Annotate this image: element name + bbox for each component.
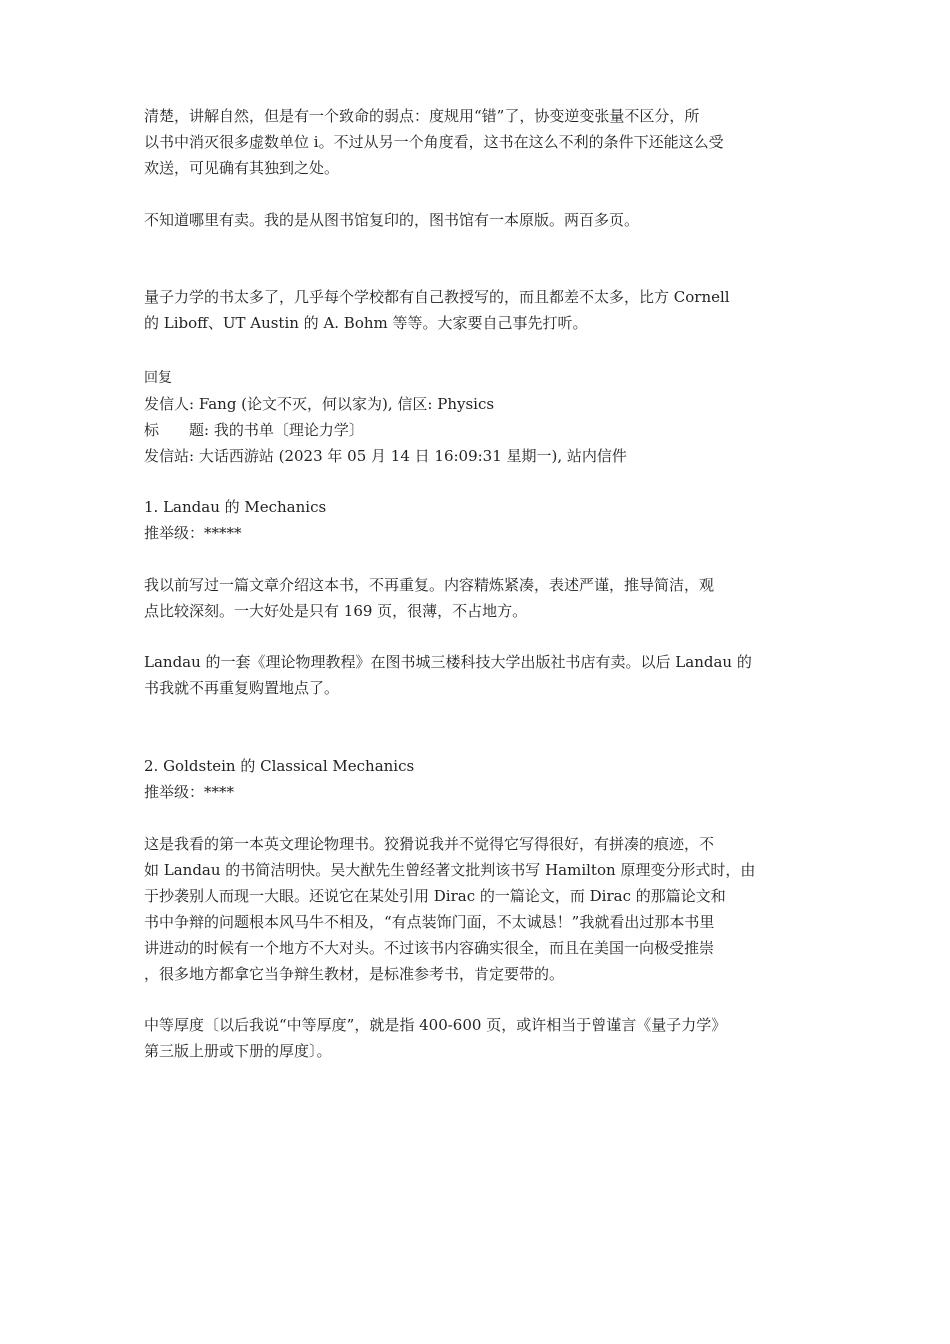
book-2-thickness-note [144, 1012, 804, 1064]
book-1-purchase [144, 649, 804, 701]
text-line: 我以前写过一篇文章介绍这本书，不再重复。内容精炼紧凑，表述严谨，推导简洁，观 [144, 576, 715, 594]
text-line: 不知道哪里有卖。我的是从图书馆复印的，图书馆有一本原版。两百多页。 [144, 211, 640, 229]
text-line: 欢送，可见确有其独到之处。 [144, 159, 340, 177]
text-line: 量子力学的书太多了，几乎每个学校都有自己教授写的，而且都差不太多，比方 Cornell [144, 288, 730, 306]
book-2-heading [144, 753, 804, 805]
text-line: 于抄袭别人而现一大眼。还说它在某处引用 Dirac 的一篇论文，而 Dirac 的那篇论文和 [144, 887, 726, 905]
text-line: 如 Landau 的书简洁明快。吴大猷先生曾经著文批判该书写 Hamilton 原理变分形式时，由 [144, 861, 756, 879]
availability-paragraph [144, 207, 804, 233]
text-line: 书我就不再重复购置地点了。 [144, 679, 340, 697]
text-line: 第三版上册或下册的厚度〕。 [144, 1042, 332, 1060]
book-rating: 推举级：***** [144, 524, 242, 542]
intro-paragraph [144, 103, 804, 181]
book-1-review [144, 572, 804, 624]
text-line: 清楚，讲解自然，但是有一个致命的弱点：度规用“错”了，协变逆变张量不区分，所 [144, 107, 700, 125]
book-2-review [144, 831, 804, 987]
text-line: 以书中消灭很多虚数单位 i。不过从另一个角度看，这书在这么不利的条件下还能这么受 [144, 133, 724, 151]
book-title: 2. Goldstein 的 Classical Mechanics [144, 757, 415, 775]
text-line: 中等厚度〔以后我说“中等厚度”，就是指 400-600 页，或许相当于曾谨言《量子力学》 [144, 1016, 727, 1034]
reply-sender: 发信人: Fang (论文不灭，何以家为), 信区: Physics [144, 395, 495, 413]
book-rating: 推举级：**** [144, 783, 235, 801]
reply-header [144, 365, 804, 469]
reply-subject: 标 题: 我的书单〔理论力学〕 [144, 421, 364, 439]
text-line: 这是我看的第一本英文理论物理书。狡猾说我并不觉得它写得很好，有拼凑的痕迹，不 [144, 835, 715, 853]
reply-station: 发信站: 大话西游站 (2023 年 05 月 14 日 16:09:31 星期一), 站内信件 [144, 447, 627, 465]
text-line: 书中争辩的问题根本风马牛不相及，“有点装饰门面，不太诚恳！”我就看出过那本书里 [144, 913, 715, 931]
reply-label: 回复 [144, 370, 172, 386]
text-line: 的 Liboff、UT Austin 的 A. Bohm 等等。大家要自己事先打听。 [144, 314, 588, 332]
qm-books-paragraph [144, 284, 804, 336]
text-line: ，很多地方都拿它当争辩生教材，是标准参考书，肯定要带的。 [144, 965, 565, 983]
book-1-heading [144, 494, 804, 546]
text-line: 点比较深刻。一大好处是只有 169 页，很薄，不占地方。 [144, 602, 528, 620]
book-title: 1. Landau 的 Mechanics [144, 498, 327, 516]
text-line: Landau 的一套《理论物理教程》在图书城三楼科技大学出版社书店有卖。以后 Landau 的 [144, 653, 752, 671]
text-line: 讲进动的时候有一个地方不大对头。不过该书内容确实很全，而且在美国一向极受推崇 [144, 939, 715, 957]
